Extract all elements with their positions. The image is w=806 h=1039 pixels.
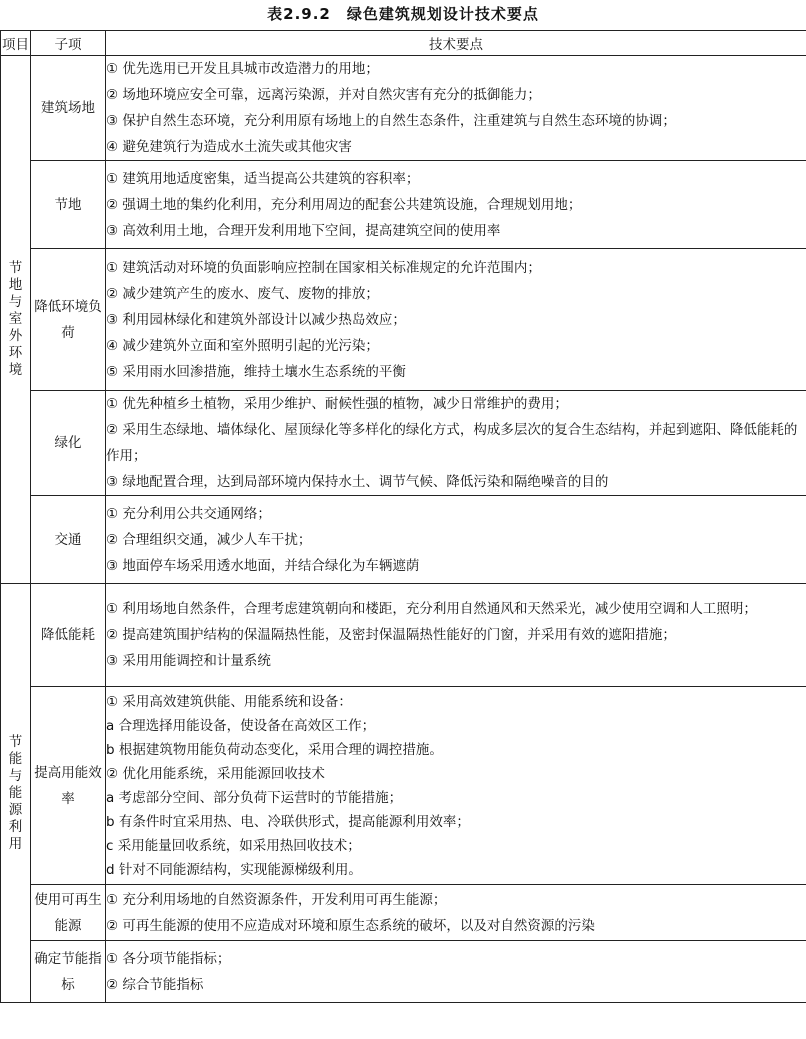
point-item: ① 建筑用地适度密集，适当提高公共建筑的容积率； <box>106 170 420 187</box>
table-title: 表2.9.2 绿色建筑规划设计技术要点 <box>267 5 539 23</box>
point-item: b 有条件时宜采用热、电、冷联供形式，提高能源利用效率； <box>106 813 470 830</box>
point-item: a 合理选择用能设备，使设备在高效区工作； <box>106 717 376 734</box>
tech-points-table <box>0 30 806 1003</box>
point-item: ① 充分利用场地的自然资源条件，开发利用可再生能源； <box>106 891 447 908</box>
table-row <box>1 161 806 249</box>
point-item: ③ 高效利用土地，合理开发利用地下空间，提高建筑空间的使用率 <box>106 222 501 239</box>
point-item: ② 合理组织交通，减少人车干扰； <box>106 531 312 548</box>
points-cell <box>106 584 806 687</box>
category-cell <box>1 584 31 1003</box>
category-label: 节地与室外环境 <box>8 260 23 378</box>
sub-item-cell: 降低能耗 <box>31 584 106 687</box>
header-sub: 子项 <box>31 31 106 56</box>
table-row <box>1 687 806 885</box>
point-item: ② 可再生能源的使用不应造成对环境和原生态系统的破坏，以及对自然资源的污染 <box>106 917 595 934</box>
sub-item-cell: 确定节能指标 <box>31 941 106 1003</box>
sub-item-cell: 提高用能效率 <box>31 687 106 885</box>
sub-item-cell: 绿化 <box>31 391 106 496</box>
point-item: ② 提高建筑围护结构的保温隔热性能，及密封保温隔热性能好的门窗，并采用有效的遮阳措施； <box>106 627 676 643</box>
points-cell <box>106 941 806 1003</box>
sub-item-cell: 使用可再生能源 <box>31 885 106 941</box>
point-item: ② 综合节能指标 <box>106 976 204 993</box>
point-item: ② 采用生态绿地、墙体绿化、屋顶绿化等多样化的绿化方式，构成多层次的复合生态结构，并起到遮阳、降低能耗的作用； <box>106 422 798 464</box>
point-item: d 针对不同能源结构，实现能源梯级利用。 <box>106 861 362 878</box>
points-cell <box>106 496 806 584</box>
point-item: c 采用能量回收系统，如采用热回收技术； <box>106 837 361 854</box>
category-label: 节能与能源利用 <box>8 733 23 852</box>
point-item: ③ 绿地配置合理，达到局部环境内保持水土、调节气候、降低污染和隔绝噪音的目的 <box>106 474 609 490</box>
point-item: ① 优先选用已开发且具城市改造潜力的用地； <box>106 61 379 77</box>
point-item: ① 各分项节能指标； <box>106 950 231 967</box>
point-item: ③ 利用园林绿化和建筑外部设计以减少热岛效应； <box>106 311 406 328</box>
table-row <box>1 496 806 584</box>
point-item: ① 利用场地自然条件，合理考虑建筑朝向和楼距，充分利用自然通风和天然采光，减少使用空调和人工照明； <box>106 601 757 617</box>
category-cell <box>1 56 31 584</box>
point-item: ② 场地环境应安全可靠，远离污染源，并对自然灾害有充分的抵御能力； <box>106 87 541 103</box>
header-row <box>1 31 806 56</box>
header-points: 技术要点 <box>106 31 806 56</box>
point-item: ③ 采用用能调控和计量系统 <box>106 653 271 669</box>
point-item: ⑤ 采用雨水回渗措施，维持土壤水生态系统的平衡 <box>106 363 406 380</box>
points-cell <box>106 249 806 391</box>
points-cell <box>106 161 806 249</box>
point-item: ① 充分利用公共交通网络； <box>106 505 271 522</box>
table-row <box>1 249 806 391</box>
table-row <box>1 56 806 161</box>
points-cell <box>106 391 806 496</box>
sub-item-cell: 节地 <box>31 161 106 249</box>
sub-item-cell: 交通 <box>31 496 106 584</box>
point-item: ② 减少建筑产生的废水、废气、废物的排放； <box>106 285 379 302</box>
points-cell <box>106 885 806 941</box>
table-row <box>1 885 806 941</box>
point-item: ③ 地面停车场采用透水地面，并结合绿化为车辆遮荫 <box>106 557 420 574</box>
sub-item-cell: 降低环境负荷 <box>31 249 106 391</box>
point-item: ④ 减少建筑外立面和室外照明引起的光污染； <box>106 337 379 354</box>
table-row <box>1 391 806 496</box>
table-body <box>1 56 806 1003</box>
point-item: ② 强调土地的集约化利用，充分利用周边的配套公共建筑设施，合理规划用地； <box>106 196 582 213</box>
point-item: ① 优先种植乡土植物，采用少维护、耐候性强的植物，减少日常维护的费用； <box>106 396 568 412</box>
table-row <box>1 584 806 687</box>
sub-item-cell: 建筑场地 <box>31 56 106 161</box>
point-item: ③ 保护自然生态环境，充分利用原有场地上的自然生态条件，注重建筑与自然生态环境的协调； <box>106 113 676 129</box>
points-cell <box>106 687 806 885</box>
point-item: ① 采用高效建筑供能、用能系统和设备： <box>106 693 352 710</box>
points-cell <box>106 56 806 161</box>
point-item: ② 优化用能系统，采用能源回收技术 <box>106 765 325 782</box>
point-item: a 考虑部分空间、部分负荷下运营时的节能措施； <box>106 789 403 806</box>
point-item: ④ 避免建筑行为造成水土流失或其他灾害 <box>106 139 352 155</box>
table-row <box>1 941 806 1003</box>
point-item: b 根据建筑物用能负荷动态变化，采用合理的调控措施。 <box>106 741 443 758</box>
point-item: ① 建筑活动对环境的负面影响应控制在国家相关标准规定的允许范围内； <box>106 259 541 276</box>
header-item: 项目 <box>1 31 31 56</box>
